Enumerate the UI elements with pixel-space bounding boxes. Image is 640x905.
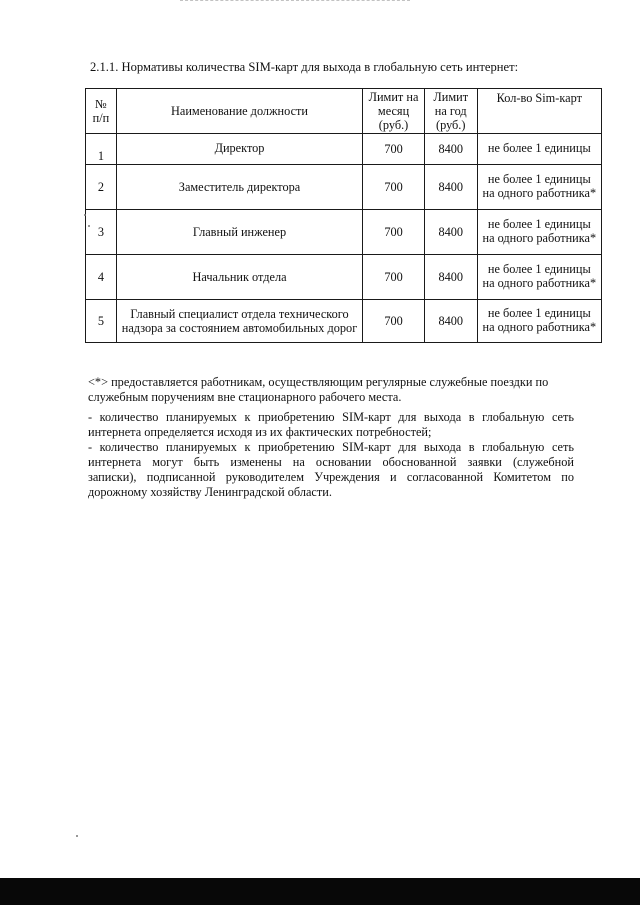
row-position: Директор [116,134,362,165]
table-row [86,210,602,255]
footnote [88,375,574,405]
note-line: интернета могут быть изменены на основании обоснованной заявки (служебной [88,455,574,469]
table-row [86,165,602,210]
row-year-limit: 8400 [424,210,477,255]
row-year-limit: 8400 [424,255,477,300]
row-month-limit: 700 [363,165,425,210]
table-header-row [86,89,602,134]
header-sim-count: Кол-во Sim-карт [477,89,601,134]
row-position: Главный инженер [116,210,362,255]
footnote-line: <*> предоставляется работникам, осуществляющим регулярные служебные поездки по [88,375,549,389]
header-position: Наименование должности [116,89,362,134]
header-month-limit: Лимит на месяц (руб.) [363,89,425,134]
row-position: Начальник отдела [116,255,362,300]
note-line: - количество планируемых к приобретению SIM-карт для выхода в глобальную сеть [88,440,574,454]
row-sim-count: не более 1 единицы на одного работника* [477,255,601,300]
scan-speck [88,225,90,227]
note-paragraph [88,410,574,500]
row-year-limit: 8400 [424,134,477,165]
row-sim-count: не более 1 единицы на одного работника* [477,210,601,255]
row-number: 2 [86,165,117,210]
scan-speck [84,214,86,216]
row-year-limit: 8400 [424,165,477,210]
section-heading: 2.1.1. Нормативы количества SIM-карт для выхода в глобальную сеть интернет: [90,60,519,74]
row-year-limit: 8400 [424,300,477,343]
table-row [86,300,602,343]
footnote-line: служебным поручениям вне стационарного рабочего места. [88,390,402,404]
row-month-limit: 700 [363,300,425,343]
scan-speck [76,835,78,837]
header-number: № п/п [86,89,117,134]
scan-artifact-top [180,0,410,4]
row-sim-count: не более 1 единицы на одного работника* [477,300,601,343]
row-month-limit: 700 [363,255,425,300]
row-number: 1 [86,134,117,165]
header-year-limit: Лимит на год (руб.) [424,89,477,134]
scan-border-bottom [0,878,640,905]
note-line: - количество планируемых к приобретению SIM-карт для выхода в глобальную сеть [88,410,574,424]
row-month-limit: 700 [363,134,425,165]
row-position: Главный специалист отдела технического надзора за состоянием автомобильных дорог [116,300,362,343]
row-month-limit: 700 [363,210,425,255]
row-number: 3 [86,210,117,255]
note-line: интернета определяется исходя из их фактических потребностей; [88,425,432,439]
row-sim-count: не более 1 единицы на одного работника* [477,165,601,210]
row-sim-count: не более 1 единицы [477,134,601,165]
note-line: записки), подписанной руководителем Учреждения и согласованной Комитетом по [88,470,574,484]
row-number: 4 [86,255,117,300]
row-position: Заместитель директора [116,165,362,210]
sim-norms-table [85,88,602,343]
table-row [86,255,602,300]
table-row [86,134,602,165]
note-line: дорожному хозяйству Ленинградской области. [88,485,332,499]
row-number: 5 [86,300,117,343]
